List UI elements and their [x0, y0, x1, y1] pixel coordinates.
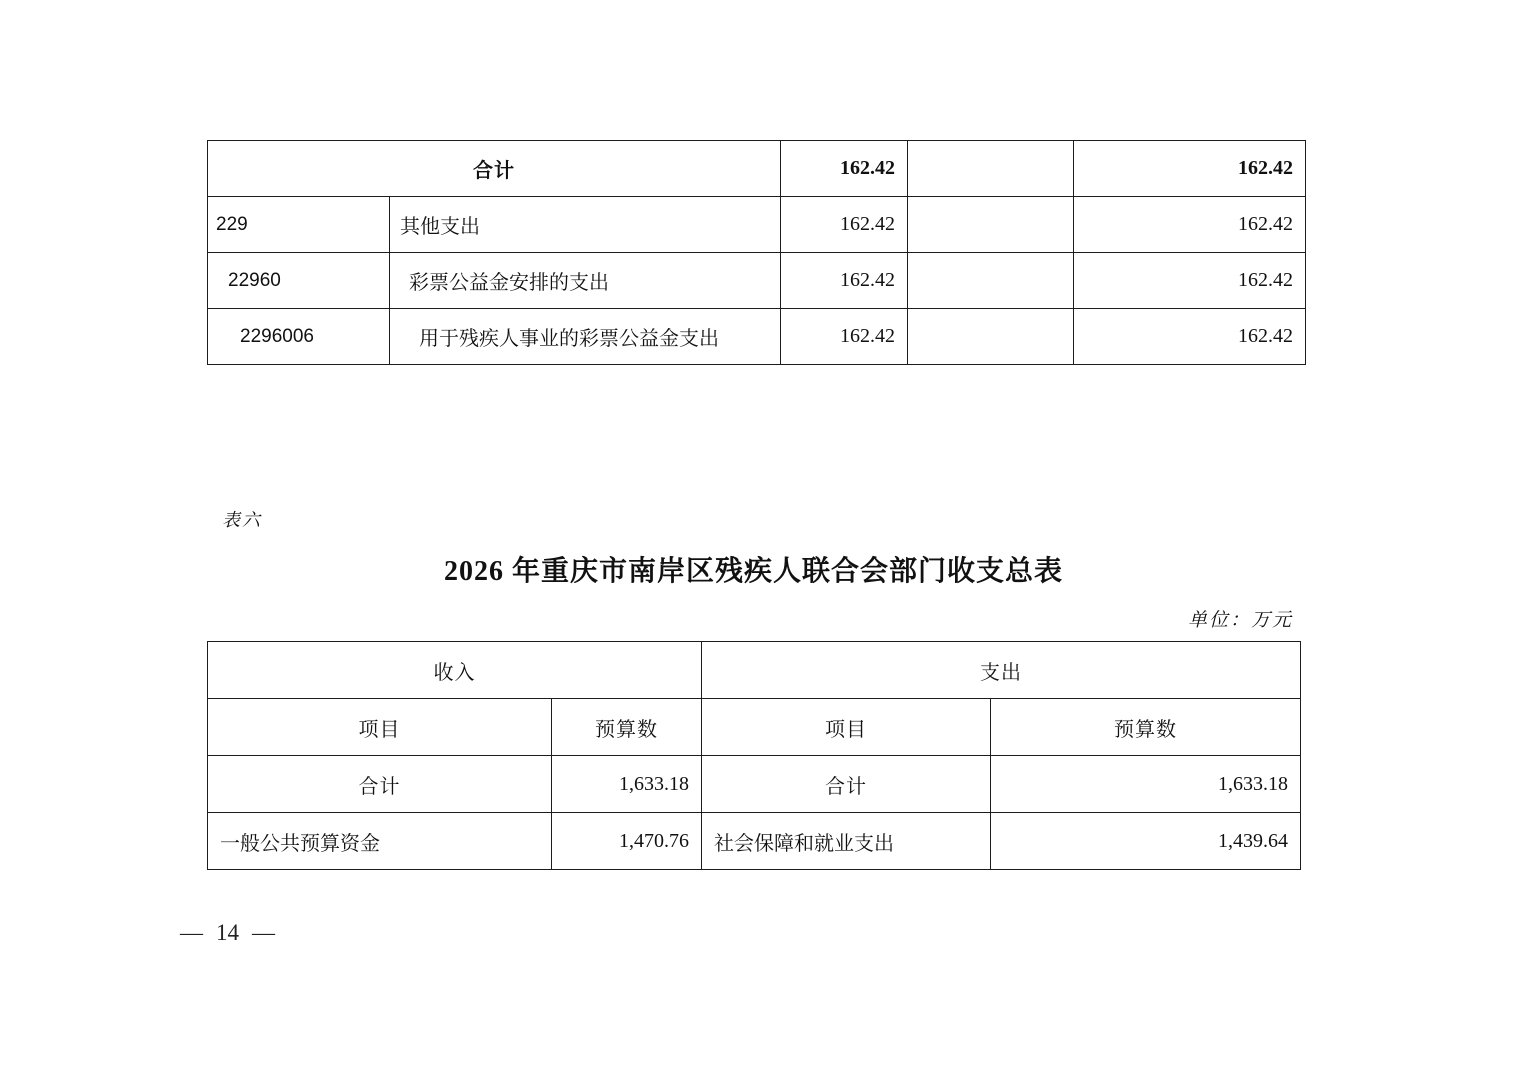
table-row [208, 253, 1306, 309]
adjustment-cell [908, 197, 1074, 253]
expenditure-total-value-cell: 1,633.18 [991, 756, 1301, 813]
code-cell: 2296006 [208, 309, 390, 365]
total-amount-cell: 162.42 [1074, 141, 1306, 197]
total-adjustment-cell [908, 141, 1074, 197]
code-cell: 22960 [208, 253, 390, 309]
item-name-cell: 用于残疾人事业的彩票公益金支出 [390, 309, 781, 365]
item-name-cell: 彩票公益金安排的支出 [390, 253, 781, 309]
expenditure-header-cell: 支出 [702, 642, 1301, 699]
table-row-total [208, 756, 1301, 813]
income-total-label-cell: 合计 [208, 756, 552, 813]
total-label-cell: 合计 [208, 141, 781, 197]
table-six-label: 表六 [222, 510, 262, 530]
item-name-cell: 其他支出 [390, 197, 781, 253]
expenditure-item-cell: 社会保障和就业支出 [702, 813, 991, 870]
income-budget-header-cell: 预算数 [552, 699, 702, 756]
table-row [208, 309, 1306, 365]
amount-cell: 162.42 [1074, 197, 1306, 253]
table-header-row [208, 642, 1301, 699]
income-item-cell: 一般公共预算资金 [208, 813, 552, 870]
budget-cell: 162.42 [781, 253, 908, 309]
unit-note: 单位：万元 [1187, 610, 1293, 631]
adjustment-cell [908, 253, 1074, 309]
page-title: 2026 年重庆市南岸区残疾人联合会部门收支总表 [443, 556, 1063, 587]
expenditure-item-header-cell: 项目 [702, 699, 991, 756]
table-row-total [208, 141, 1306, 197]
expenditure-budget-header-cell: 预算数 [991, 699, 1301, 756]
income-header-cell: 收入 [208, 642, 702, 699]
total-budget-cell: 162.42 [781, 141, 908, 197]
code-cell: 229 [208, 197, 390, 253]
income-total-value-cell: 1,633.18 [552, 756, 702, 813]
income-value-cell: 1,470.76 [552, 813, 702, 870]
budget-cell: 162.42 [781, 197, 908, 253]
expenditure-continuation-table [207, 140, 1306, 365]
table-row [208, 813, 1301, 870]
expenditure-total-label-cell: 合计 [702, 756, 991, 813]
amount-cell: 162.42 [1074, 253, 1306, 309]
income-expenditure-summary-table [207, 641, 1301, 870]
page-number-value: 14 [216, 920, 239, 945]
budget-cell: 162.42 [781, 309, 908, 365]
table-row [208, 197, 1306, 253]
table-subheader-row [208, 699, 1301, 756]
adjustment-cell [908, 309, 1074, 365]
page-number [180, 920, 275, 946]
income-item-header-cell: 项目 [208, 699, 552, 756]
page-number-dash-right: — [252, 920, 275, 945]
page-number-dash-left: — [180, 920, 203, 945]
amount-cell: 162.42 [1074, 309, 1306, 365]
expenditure-value-cell: 1,439.64 [991, 813, 1301, 870]
